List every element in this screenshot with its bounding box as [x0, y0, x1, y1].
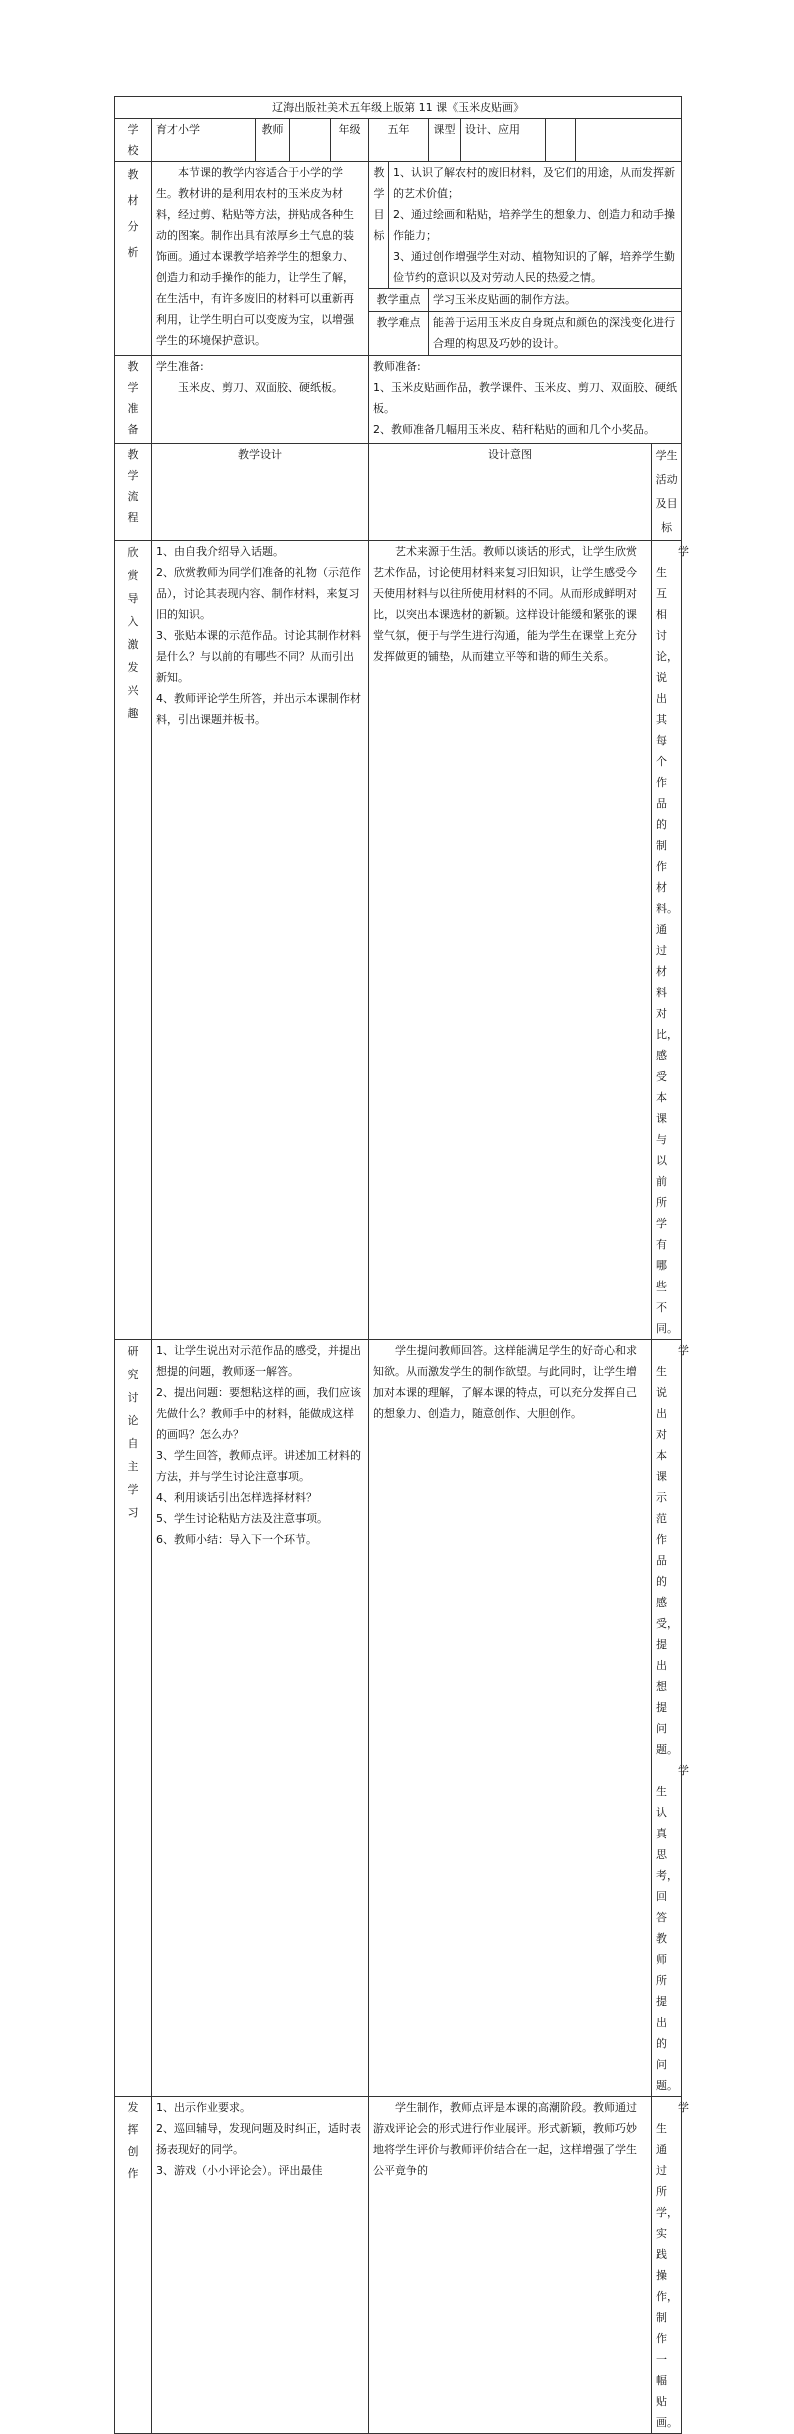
stage-row — [115, 1340, 682, 2097]
school-value: 育才小学 — [152, 119, 256, 162]
key-label: 教学重点 — [369, 289, 429, 312]
type-value: 设计、应用 — [461, 119, 546, 162]
teacher-label: 教师 — [256, 119, 290, 162]
stage-intent: 学生提问教师回答。这样能满足学生的好奇心和求知欲。从而激发学生的制作欲望。与此同时，让学生增加对本课的理解，了解本课的特点，可以充分发挥自己的想象力、创造力，随意创作、大胆创作。 — [369, 1340, 652, 2097]
page-title: 辽海出版社美术五年级上版第 11 课《玉米皮贴画》 — [115, 97, 682, 119]
student-prep-text: 玉米皮、剪刀、双面胶、硬纸板。 — [178, 381, 343, 394]
stage-activity: 学生说出对本课示范作品的感受，提出想提问题。 学生认真思考，回答教师所提出的问题。 — [652, 1340, 682, 2097]
teacher-prep-title: 教师准备: — [373, 360, 421, 373]
design-step: 2、提出问题：要想粘这样的画，我们应该先做什么？教师手中的材料，能做成这样的画吗？怎么办？ — [156, 1386, 361, 1441]
title-row — [115, 97, 682, 119]
teacher-value — [290, 119, 331, 162]
stage-design — [152, 541, 369, 1340]
difficulty-text: 能善于运用玉米皮自身斑点和颜色的深浅变化进行合理的构思及巧妙的设计。 — [429, 312, 682, 356]
design-step: 3、张贴本课的示范作品。讨论其制作材料是什么？与以前的有哪些不同？从而引出新知。 — [156, 629, 361, 684]
analysis-row — [115, 162, 682, 289]
stage-activity: 学生通过所学，实践操作，制作一幅贴画。 — [652, 2097, 682, 2434]
design-step: 6、教师小结：导入下一个环节。 — [156, 1533, 317, 1546]
lesson-plan-table — [114, 96, 689, 2434]
design-step: 4、利用谈话引出怎样选择材料？ — [156, 1491, 317, 1504]
empty-cell — [546, 119, 576, 162]
design-step: 4、教师评论学生所答，并出示本课制作材料，引出课题并板书。 — [156, 692, 361, 726]
design-step: 1、由自我介绍导入话题。 — [156, 545, 284, 558]
design-step: 5、学生讨论粘贴方法及注意事项。 — [156, 1512, 328, 1525]
prep-row — [115, 356, 682, 444]
stage-label: 研究讨论自主学习 — [115, 1340, 152, 2097]
design-step: 2、巡回辅导，发现问题及时纠正，适时表扬表现好的同学。 — [156, 2122, 361, 2156]
stage-design — [152, 1340, 369, 2097]
student-prep — [152, 356, 369, 444]
teacher-prep-item: 1、玉米皮贴画作品，教学课件、玉米皮、剪刀、双面胶、硬纸板。 — [373, 381, 677, 415]
key-text: 学习玉米皮贴画的制作方法。 — [429, 289, 682, 312]
grade-value: 五年 — [369, 119, 429, 162]
prep-label: 教学准备 — [115, 356, 152, 444]
col-intent-header: 设计意图 — [369, 444, 652, 541]
stage-row — [115, 541, 682, 1340]
design-step: 1、让学生说出对示范作品的感受，并提出想提的问题，教师逐一解答。 — [156, 1344, 361, 1378]
flow-header-row — [115, 444, 682, 541]
student-prep-title: 学生准备: — [156, 360, 204, 373]
col-design-header: 教学设计 — [152, 444, 369, 541]
grade-label: 年级 — [331, 119, 369, 162]
info-row — [115, 119, 682, 162]
design-step: 1、出示作业要求。 — [156, 2101, 251, 2114]
goals-label: 教学目标 — [369, 162, 389, 289]
stage-label: 发挥创作 — [115, 2097, 152, 2434]
stage-design — [152, 2097, 369, 2434]
type-label: 课型 — [429, 119, 461, 162]
flow-label: 教学流程 — [115, 444, 152, 541]
design-step: 2、欣赏教师为同学们准备的礼物（示范作品），讨论其表现内容、制作材料，来复习旧的知识。 — [156, 566, 361, 621]
design-step: 3、学生回答，教师点评。讲述加工材料的方法，并与学生讨论注意事项。 — [156, 1449, 361, 1483]
empty-cell — [576, 119, 682, 162]
goal-item: 2、通过绘画和粘贴，培养学生的想象力、创造力和动手操作能力； — [393, 208, 675, 242]
goals-list — [389, 162, 682, 289]
goal-item: 1、认识了解农村的废旧材料，及它们的用途，从而发挥新的艺术价值； — [393, 166, 675, 200]
design-step: 3、游戏（小小评论会）。评出最佳 — [156, 2164, 323, 2177]
teacher-prep — [369, 356, 682, 444]
stage-row — [115, 2097, 682, 2434]
stage-intent: 艺术来源于生活。教师以谈话的形式，让学生欣赏艺术作品，讨论使用材料来复习旧知识，让学生感受今天使用材料与以往所使用材料的不同。从而形成鲜明对比，以突出本课选材的新颖。这样设计能缓和紧张的课堂气氛，便于与学生进行沟通，能为学生在课堂上充分发挥做更的铺垫，从而建立平等和谐的师生关系。 — [369, 541, 652, 1340]
difficulty-label: 教学难点 — [369, 312, 429, 356]
teacher-prep-item: 2、教师准备几幅用玉米皮、秸秆粘贴的画和几个小奖品。 — [373, 423, 655, 436]
stage-activity: 学生互相讨论，说出其每个作品的制作材料。通过材料对比，感受本课与以前所学有哪些不同。 — [652, 541, 682, 1340]
stage-label: 欣赏导入激发兴趣 — [115, 541, 152, 1340]
stage-intent: 学生制作，教师点评是本课的高潮阶段。教师通过游戏评论会的形式进行作业展评。形式新颖，教师巧妙地将学生评价与教师评价结合在一起，这样增强了学生公平竟争的 — [369, 2097, 652, 2434]
analysis-text: 本节课的教学内容适合于小学的学生。教材讲的是利用农村的玉米皮为材料，经过剪、粘贴等方法，拼贴成各种生动的图案。制作出具有浓厚乡土气息的装饰画。通过本课教学培养学生的想象力、创造力和动手操作的能力，让学生了解，在生活中，有许多废旧的材料可以重新再利用，让学生明白可以变废为宝，以增强学生的环境保护意识。 — [152, 162, 369, 356]
analysis-label: 教材分析 — [115, 162, 152, 356]
school-label: 学校 — [115, 119, 152, 162]
goal-item: 3、通过创作增强学生对动、植物知识的了解，培养学生勤俭节约的意识以及对劳动人民的热爱之情。 — [393, 250, 675, 284]
col-activity-header: 学生活动 及目标 — [652, 444, 682, 541]
